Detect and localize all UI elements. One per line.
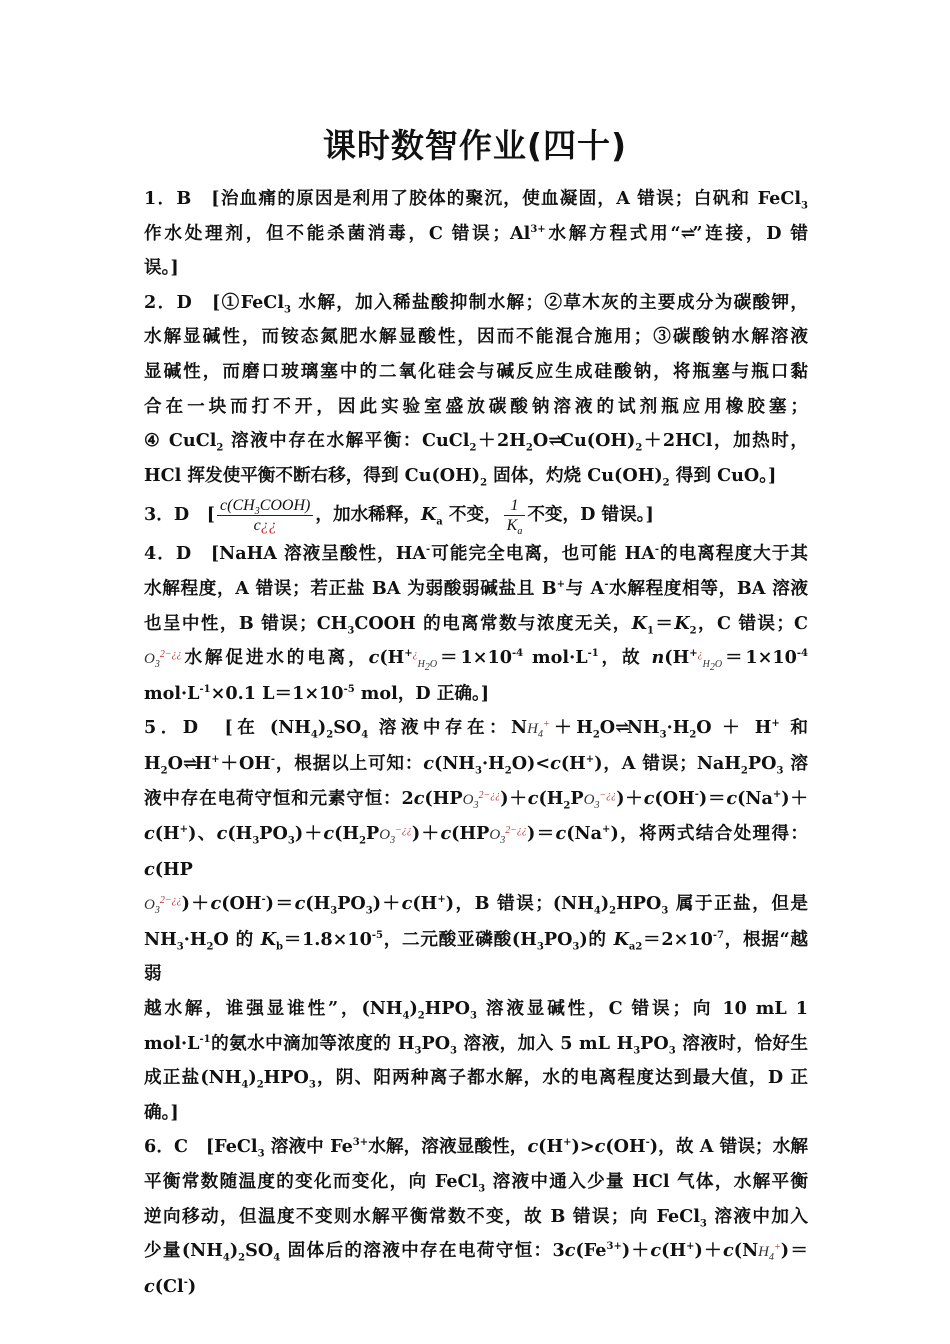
answer-1-number: 1: [144, 188, 157, 209]
answer-3-number: 3: [144, 504, 157, 526]
answer-2-line-4: 合在一块而打不开，因此实验室盛放碳酸钠溶液的试剂瓶应用橡胶塞；: [144, 395, 808, 417]
answer-4-line-2: 水解程度，A 错误；若正盐 BA 为弱酸弱碱盐且 B+与 A-水解程度相等，BA 溶液: [144, 577, 808, 599]
answer-4-line-5: $mol\cdot L^{-1}\times 0.1$ $L=1\times 10^{-5}$ mol，D 正确。]: [144, 682, 490, 704]
answer-5-line-4: c(H+)、$c(H_3PO_3)+c(H_2PO_3^{-¿¿})+c(HPO_3^{2-¿¿})=c(Na^+)$，将两式结合处理得：c(HP: [144, 823, 808, 880]
answer-3-line-1: 3．D [ $\frac{c(CH_3COOH)}{c¿¿}$ ，加水稀释，$K_a$ 不变， $\frac{1}{K_a}$ 不变，D 错误。]: [144, 496, 654, 538]
answer-5-line-5: $O_3^{2-¿¿})+c(OH^-)=c(H_3PO_3)+c(H^+)$，B 错误；$(NH_4)_2HPO_3$ 属于正盐，但是: [144, 893, 809, 917]
answer-list: [144, 182, 808, 1304]
answer-2-line-2: 水解显碱性，而铵态氮肥水解显酸性，因而不能混合施用；③碳酸钠水解溶液: [144, 326, 808, 348]
answer-1-choice: B: [176, 188, 192, 209]
answer-5-line-8: $mol\cdot L^{-1}$的氨水中滴加等浓度的 $H_3PO_3$ 溶液，加入 5 mL $H_3PO_3$ 溶液时，恰好生: [144, 1032, 808, 1057]
answer-5-line-7: 越水解，谁强显谁性”，$(NH_4)_2HPO_3$ 溶液显碱性，C 错误；向 10 mL 1: [144, 998, 808, 1022]
answer-5-line-10: 确。]: [144, 1101, 179, 1123]
answer-3-choice: D: [173, 504, 190, 526]
answer-2-line-1: 2．D [①FeCl$_3$ 水解，加入稀盐酸抑制水解；②草木灰的主要成分为碳酸钾，: [144, 291, 808, 316]
answer-5-line-1: 5．D [在 $(NH_4)_2SO_4$ 溶液中存在：$NH_4^++H_2O\rightleftharpoons NH_3\cdot H_2O + H^+$ 和: [144, 717, 808, 741]
ratio-fraction: $\frac{c(CH_3COOH)}{c¿¿}$: [217, 496, 313, 535]
answer-4-number: 4: [144, 543, 157, 565]
answer-5-choice: D: [182, 717, 199, 739]
answer-4-line-3: 也呈中性，B 错误；$CH_3COOH$ 的电离常数与浓度无关，$K_1=K_2$，C 错误；C: [144, 612, 808, 637]
answer-6-line-4: 少量$(NH_4)_2SO_4$ 固体后的溶液中存在电荷守恒：$3c(Fe^{3+})+c(H^+)+c(NH_4^+)=c(Cl^-)$: [144, 1240, 809, 1297]
answer-2-line-5: ④ CuCl$_2$ 溶液中存在水解平衡：$CuCl_2+2H_2O\rightleftharpoons Cu(OH)_2+2HCl$，加热时，: [144, 430, 808, 454]
answer-4-line-1: 4．D [NaHA 溶液呈酸性，HA-可能完全电离，也可能 HA-的电离程度大于其: [144, 543, 808, 565]
answer-6-choice: C: [174, 1136, 189, 1158]
answer-5-number: 5: [144, 717, 157, 739]
answer-6-line-2: 平衡常数随温度的变化而变化，向 FeCl$_3$ 溶液中通入少量 HCl 气体，水解平衡: [144, 1171, 808, 1195]
answer-1-line-1: 1．B [治血痛的原因是利用了胶体的聚沉，使血凝固，A 错误；白矾和 FeCl$_3$: [144, 188, 808, 212]
inverse-ka-fraction: $\frac{1}{K_a}$: [504, 496, 526, 535]
answer-5-line-3: 液中存在电荷守恒和元素守恒：$2c(HPO_3^{2-¿¿})+c(H_2PO_3^{-¿¿})+c(OH^-)=c(Na^+)+$: [144, 787, 809, 812]
answer-6-line-3: 逆向移动，但温度不变则水解平衡常数不变，故 B 错误；向 FeCl$_3$ 溶液中加入: [144, 1205, 808, 1230]
answer-5-line-9: 成正盐$(NH_4)_2HPO_3$，阴、阳两种离子都水解，水的电离程度达到最大值，D 正: [144, 1067, 809, 1091]
answer-2-number: 2: [144, 291, 157, 313]
answer-5-line-6: $NH_3\cdot H_2O$ 的 $K_b=1.8\times 10^{-5}$，二元酸亚磷酸$(H_3PO_3)$的 $K_{a2}=2\times 10^{-7}$，根据“越弱: [144, 928, 809, 985]
answer-4-line-4: $O_3^{2-¿¿}$水解促进水的电离，$c(H^{+¿}_{H_2O}=1\times 10^{-4}$ $mol\cdot L^{-1}$，故 $n(H^{+¿}_{H_2O}=1\times 10^{-4}$: [144, 647, 808, 674]
answer-1-line-3: 误。]: [144, 257, 179, 279]
page-title: 课时数智作业(四十): [322, 126, 628, 165]
answer-2-line-3: 显碱性，而磨口玻璃塞中的二氧化硅会与碱反应生成硅酸钠，将瓶塞与瓶口黏: [144, 360, 808, 382]
answer-6-line-1: 6．C [FeCl$_3$ 溶液中 $Fe^{3+}$水解，溶液显酸性，c(H+)>c(OH-)，故 A 错误；水解: [144, 1136, 808, 1160]
answer-1-line-2: 作水处理剂，但不能杀菌消毒，C 错误；$Al^{3+}$水解方程式用“⇌”连接，D 错: [144, 222, 808, 244]
answer-4-choice: D: [175, 543, 192, 565]
answer-2-line-6: HCl 挥发使平衡不断右移，得到 $Cu(OH)_2$ 固体，灼烧 $Cu(OH)_2$ 得到 CuO。]: [144, 464, 777, 489]
answer-6-number: 6: [144, 1136, 157, 1158]
answer-2-choice: D: [176, 291, 192, 313]
answer-5-line-2: $H_2O\rightleftharpoons H^++OH^-$，根据以上可知：$c(NH_3\cdot H_2O)<c(H^+)$，A 错误；$NaH_2PO_3$ 溶: [144, 752, 808, 777]
